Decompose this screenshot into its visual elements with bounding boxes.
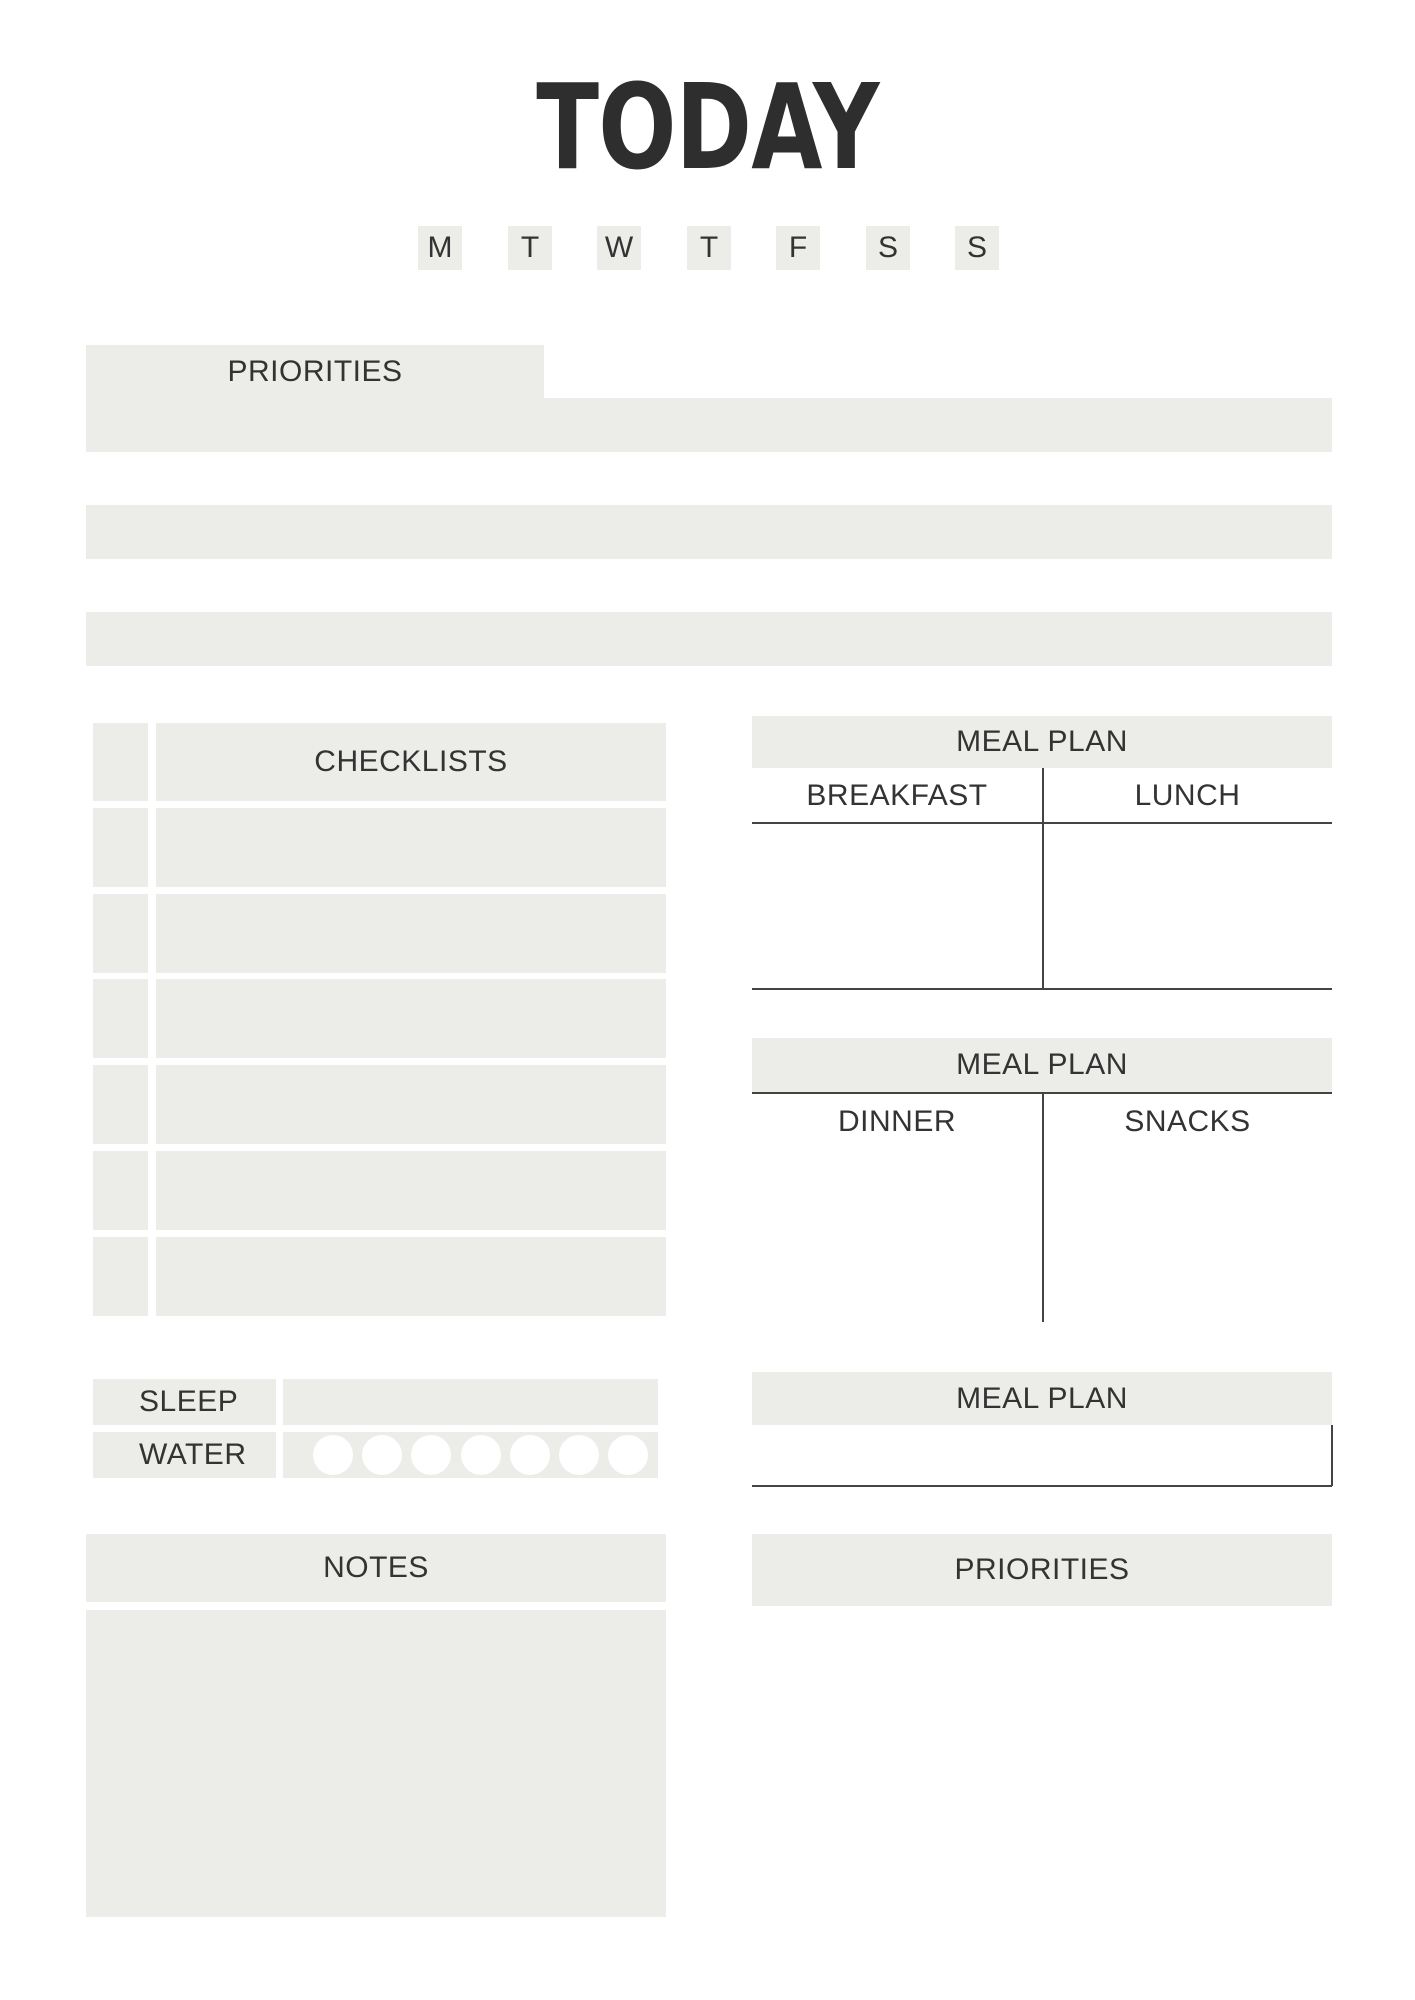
checklist-item[interactable]: [156, 808, 666, 887]
water-glass-icon[interactable]: [510, 1435, 550, 1475]
day-monday[interactable]: M: [418, 226, 462, 270]
meal-plan-header-2: MEAL PLAN: [752, 1038, 1332, 1092]
checklist-item[interactable]: [156, 894, 666, 973]
lunch-label: LUNCH: [1134, 779, 1241, 812]
breakfast-entry[interactable]: [752, 824, 1041, 987]
checklist-checkbox[interactable]: [93, 808, 148, 887]
checklist-item[interactable]: [156, 1151, 666, 1230]
priorities-bottom-header: PRIORITIES: [752, 1534, 1332, 1606]
dinner-label: DINNER: [837, 1105, 956, 1138]
lunch-entry[interactable]: [1044, 824, 1332, 987]
dinner-entry[interactable]: [752, 1150, 1041, 1320]
meal-plan-3-entry[interactable]: [752, 1427, 1330, 1484]
water-label: WATER: [93, 1432, 276, 1478]
checklist-checkbox[interactable]: [93, 1065, 148, 1144]
snacks-label: SNACKS: [1124, 1105, 1251, 1138]
meal-plan-header-1: MEAL PLAN: [752, 716, 1332, 768]
snacks-entry[interactable]: [1044, 1150, 1332, 1320]
day-wednesday[interactable]: W: [597, 226, 641, 270]
water-glass-icon[interactable]: [362, 1435, 402, 1475]
sleep-input[interactable]: [283, 1379, 658, 1425]
checklist-checkbox[interactable]: [93, 1237, 148, 1316]
priority-line-1[interactable]: [86, 398, 1332, 452]
priority-line-3[interactable]: [86, 612, 1332, 666]
sleep-label: SLEEP: [93, 1379, 276, 1425]
checklist-item[interactable]: [156, 1237, 666, 1316]
day-sunday[interactable]: S: [955, 226, 999, 270]
checklists-header: CHECKLISTS: [156, 723, 666, 801]
priority-line-2[interactable]: [86, 505, 1332, 559]
checklist-header-checkbox: [93, 723, 148, 801]
notes-area[interactable]: [86, 1610, 666, 1917]
checklist-item[interactable]: [156, 1065, 666, 1144]
day-thursday[interactable]: T: [687, 226, 731, 270]
meal-plan-3-right-rule: [1331, 1425, 1333, 1486]
checklist-checkbox[interactable]: [93, 979, 148, 1058]
meal-plan-header-3: MEAL PLAN: [752, 1372, 1332, 1425]
breakfast-label: BREAKFAST: [806, 779, 988, 812]
water-glass-icon[interactable]: [461, 1435, 501, 1475]
notes-header: NOTES: [86, 1534, 666, 1602]
water-glass-icon[interactable]: [559, 1435, 599, 1475]
meal-plan-3-bottom-rule: [752, 1485, 1332, 1487]
priorities-header: PRIORITIES: [86, 345, 544, 399]
water-glass-icon[interactable]: [313, 1435, 353, 1475]
day-saturday[interactable]: S: [866, 226, 910, 270]
checklist-item[interactable]: [156, 979, 666, 1058]
checklist-checkbox[interactable]: [93, 894, 148, 973]
checklist-checkbox[interactable]: [93, 1151, 148, 1230]
water-glass-icon[interactable]: [608, 1435, 648, 1475]
day-tuesday[interactable]: T: [508, 226, 552, 270]
meal-plan-1-bottom-rule: [752, 988, 1332, 990]
day-friday[interactable]: F: [776, 226, 820, 270]
page-title: TODAY: [536, 58, 879, 196]
water-glass-icon[interactable]: [411, 1435, 451, 1475]
